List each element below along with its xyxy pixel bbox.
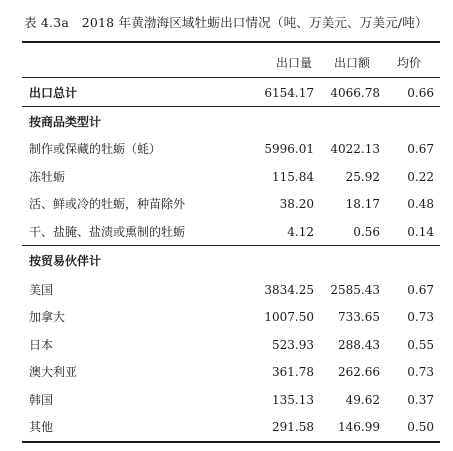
row-label: 制作或保藏的牡蛎（蚝）	[29, 142, 162, 156]
table-row	[22, 193, 440, 215]
table-row	[22, 221, 440, 243]
table-row	[22, 389, 440, 411]
row-price: 0.73	[407, 310, 434, 324]
row-amt: 733.65	[338, 310, 380, 324]
products-rule	[22, 245, 440, 246]
table-row	[22, 166, 440, 188]
row-label: 澳大利亚	[29, 365, 78, 379]
total-amt: 4066.78	[330, 86, 380, 100]
table-row	[22, 279, 440, 301]
row-qty: 3834.25	[264, 283, 314, 297]
row-qty: 115.84	[272, 170, 314, 184]
table-row	[22, 138, 440, 160]
row-qty: 38.20	[279, 197, 314, 211]
table-row	[22, 361, 440, 383]
row-price: 0.73	[407, 365, 434, 379]
total-qty: 6154.17	[264, 86, 314, 100]
row-amt: 288.43	[338, 338, 380, 352]
table-row	[22, 334, 440, 356]
row-price: 0.67	[407, 142, 434, 156]
row-price: 0.22	[407, 170, 434, 184]
table-row	[22, 416, 440, 438]
row-label: 干、盐腌、盐渍或熏制的牡蛎	[29, 225, 186, 239]
header-price: 均价	[396, 56, 421, 70]
row-amt: 4022.13	[330, 142, 380, 156]
table-row	[22, 306, 440, 328]
column-header-row	[22, 52, 440, 74]
total-label: 出口总计	[29, 86, 78, 100]
row-qty: 291.58	[272, 420, 314, 434]
row-qty: 361.78	[272, 365, 314, 379]
total-price: 0.66	[407, 86, 434, 100]
table-caption: 表 4.3a 2018 年黄渤海区域牡蛎出口情况（吨、万美元、万美元/吨）	[24, 15, 428, 30]
row-label: 冻牡蛎	[29, 170, 66, 184]
header-rule	[22, 77, 440, 78]
row-amt: 0.56	[353, 225, 380, 239]
total-rule	[22, 106, 440, 107]
row-amt: 18.17	[345, 197, 380, 211]
top-rule	[22, 41, 440, 43]
row-label: 加拿大	[29, 310, 66, 324]
row-qty: 1007.50	[264, 310, 314, 324]
section-partners-row	[22, 250, 440, 272]
header-amt: 出口额	[333, 56, 370, 70]
row-amt: 25.92	[345, 170, 380, 184]
total-row	[22, 82, 440, 104]
row-price: 0.55	[407, 338, 434, 352]
header-qty: 出口量	[275, 56, 312, 70]
row-amt: 49.62	[345, 393, 380, 407]
row-label: 韩国	[29, 393, 54, 407]
row-label: 其他	[29, 420, 54, 434]
row-price: 0.67	[407, 283, 434, 297]
row-amt: 146.99	[338, 420, 380, 434]
bottom-rule	[22, 441, 440, 443]
row-amt: 262.66	[338, 365, 380, 379]
row-qty: 5996.01	[264, 142, 314, 156]
row-label: 活、鲜或冷的牡蛎，种苗除外	[29, 197, 186, 211]
row-price: 0.50	[407, 420, 434, 434]
row-amt: 2585.43	[330, 283, 380, 297]
row-price: 0.37	[407, 393, 434, 407]
row-price: 0.14	[407, 225, 434, 239]
row-qty: 135.13	[272, 393, 314, 407]
section-products-label: 按商品类型计	[29, 115, 102, 129]
row-label: 美国	[29, 283, 54, 297]
row-label: 日本	[29, 338, 54, 352]
row-price: 0.48	[407, 197, 434, 211]
section-partners-label: 按贸易伙伴计	[29, 254, 102, 268]
row-qty: 4.12	[287, 225, 314, 239]
row-qty: 523.93	[272, 338, 314, 352]
section-products-row	[22, 111, 440, 133]
